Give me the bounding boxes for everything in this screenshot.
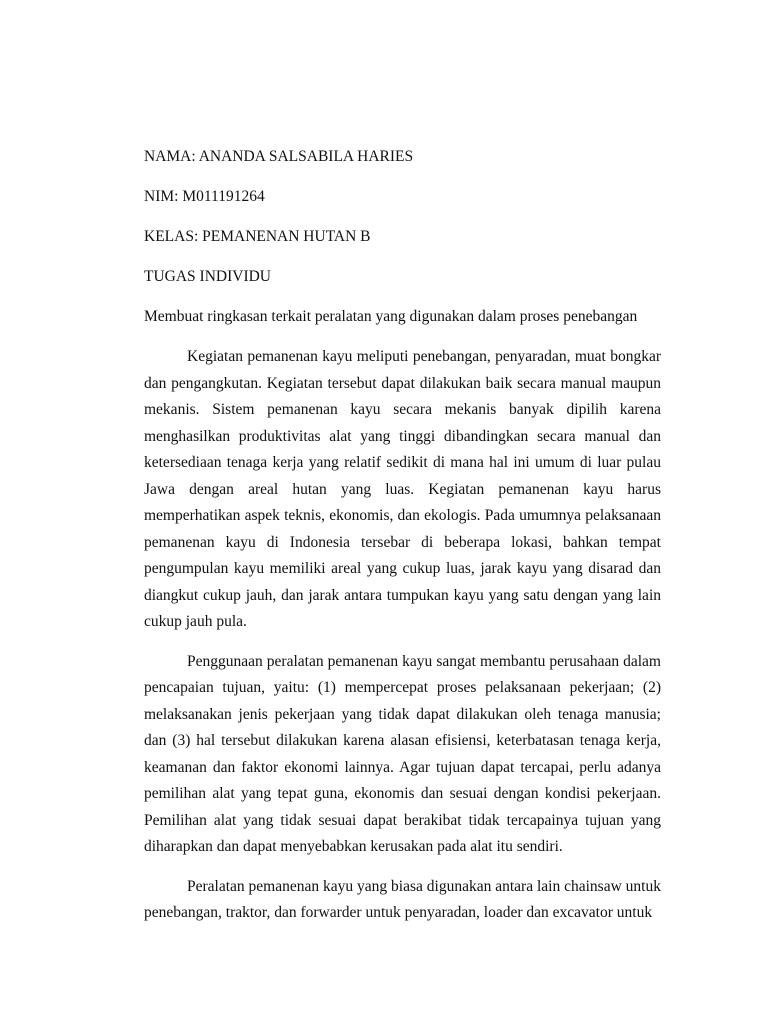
assignment-title: Membuat ringkasan terkait peralatan yang digunakan dalam proses penebangan [144,308,638,325]
class-name: KELAS: PEMANENAN HUTAN B [144,228,371,245]
paragraph-2: Penggunaan peralatan pemanenan kayu sangat membantu perusahaan dalam pencapaian tujuan, yaitu: (1) mempercepat proses pelaksanaan pekerjaan; (2) melaksanakan jenis pekerjaan yang tidak dapat dilakukan oleh tenaga manusia; dan (3) hal tersebut dilakukan karena alasan efisiensi, keterbatasan tenaga kerja, keamanan dan faktor ekonomi lainnya. Agar tujuan dapat tercapai, perlu adanya pemilihan alat yang tepat guna, ekonomis dan sesuai dengan kondisi pekerjaan. Pemilihan alat yang tidak sesuai dapat berakibat tidak tercapainya tujuan yang diharapkan dan dapat menyebabkan kerusakan pada alat itu sendiri. [144,652,661,855]
document-body [144,144,661,927]
paragraph-3: Peralatan pemanenan kayu yang biasa digunakan antara lain chainsaw untuk penebangan, traktor, dan forwarder untuk penyaradan, loader dan excavator untuk [144,877,661,921]
student-nim: NIM: M011191264 [144,188,265,205]
student-name: NAMA: ANANDA SALSABILA HARIES [144,148,414,165]
assignment-type: TUGAS INDIVIDU [144,268,271,285]
paragraph-1: Kegiatan pemanenan kayu meliputi penebangan, penyaradan, muat bongkar dan pengangkutan. Kegiatan tersebut dapat dilakukan baik secara manual maupun mekanis. Sistem pemanenan kayu secara mekanis banyak dipilih karena menghasilkan produktivitas alat yang tinggi dibandingkan secara manual dan ketersediaan tenaga kerja yang relatif sedikit di mana hal ini umum di luar pulau Jawa dengan areal hutan yang luas. Kegiatan pemanenan kayu harus memperhatikan aspek teknis, ekonomis, dan ekologis. Pada umumnya pelaksanaan pemanenan kayu di Indonesia tersebar di beberapa lokasi, bahkan tempat pengumpulan kayu memiliki areal yang cukup luas, jarak kayu yang disarad dan diangkut cukup jauh, dan jarak antara tumpukan kayu yang satu dengan yang lain cukup jauh pula. [144,348,661,630]
